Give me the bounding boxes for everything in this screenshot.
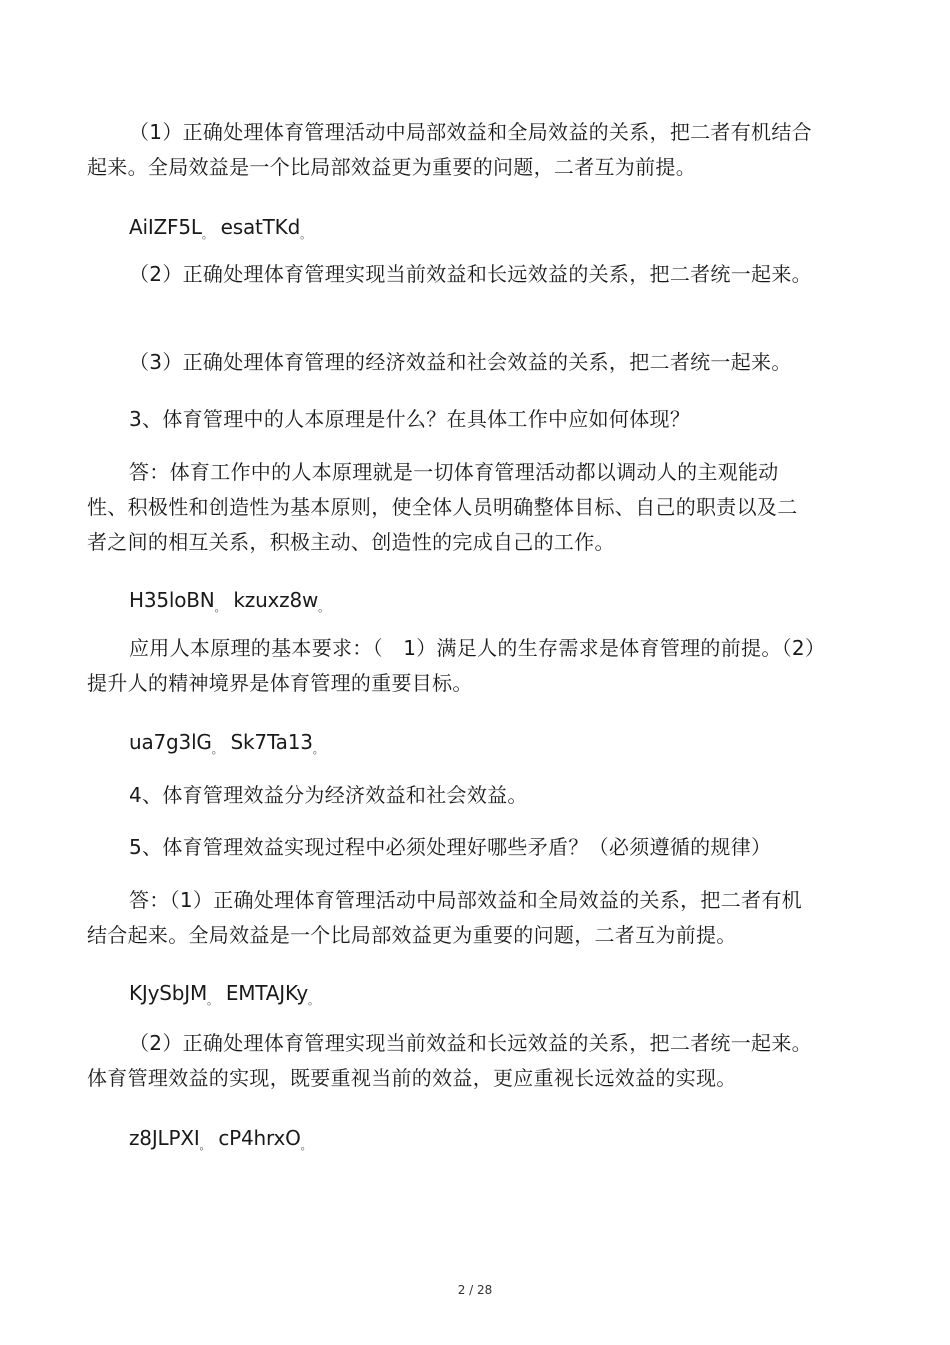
answer-3: 答：体育工作中的人本原理就是一切体育管理活动都以调动人的主观能动性、积极性和创造性为基本原则，使全体人员明确整体目标、自己的职责以及二者之间的相互关系，积极主动、创造性的完成自己的工作。: [87, 460, 798, 554]
code-line-3: [129, 725, 324, 767]
code-line-2: [129, 583, 329, 625]
code-part-a: z8JLPXI: [129, 1126, 200, 1150]
code-line-1: [129, 210, 311, 252]
paragraph-3: （3）正确处理体育管理的经济效益和社会效益的关系，把二者统一起来。: [129, 350, 792, 374]
code-part-b: Sk7Ta13: [230, 730, 313, 754]
question-5: 5、体育管理效益实现过程中必须处理好哪些矛盾？（必须遵循的规律）: [129, 835, 772, 859]
answer-5: 答：（1）正确处理体育管理活动中局部效益和全局效益的关系，把二者有机结合起来。全局效益是一个比局部效益更为重要的问题，二者互为前提。: [87, 888, 802, 947]
code-separator: 。: [201, 228, 213, 241]
page-current: 2: [457, 1283, 466, 1297]
code-end: 。: [308, 994, 319, 1007]
question-3: 3、体育管理中的人本原理是什么？在具体工作中应如何体现？: [129, 407, 691, 431]
paragraph-longterm: （2）正确处理体育管理实现当前效益和长远效益的关系，把二者统一起来。体育管理效益的实现，既要重视当前的效益，更应重视长远效益的实现。: [87, 1031, 812, 1090]
page-total: 28: [477, 1283, 493, 1297]
page-separator: /: [469, 1283, 474, 1297]
code-part-b: EMTAJKy: [225, 981, 309, 1005]
code-separator: 。: [207, 994, 218, 1007]
code-separator: 。: [199, 1139, 211, 1152]
code-separator: 。: [211, 743, 223, 756]
paragraph-1: （1）正确处理体育管理活动中局部效益和全局效益的关系，把二者有机结合起来。全局效益是一个比局部效益更为重要的问题，二者互为前提。: [87, 120, 812, 179]
paragraph-2: （2）正确处理体育管理实现当前效益和长远效益的关系，把二者统一起来。: [129, 262, 812, 286]
point-4: 4、体育管理效益分为经济效益和社会效益。: [129, 783, 528, 807]
code-part-a: AiIZF5L: [129, 215, 202, 239]
code-part-b: kzuxz8w: [233, 588, 319, 612]
code-end: 。: [312, 743, 324, 756]
paragraph-requirements: 应用人本原理的基本要求：（ 1）满足人的生存需求是体育管理的前提。（2）提升人的精神境界是体育管理的重要目标。: [87, 636, 816, 695]
code-part-b: cP4hrxO: [218, 1126, 301, 1150]
code-end: 。: [300, 228, 311, 241]
code-end: 。: [300, 1139, 312, 1152]
code-line-5: [129, 1121, 311, 1163]
code-part-a: H35loBN: [129, 588, 215, 612]
code-line-4: [129, 976, 319, 1018]
code-part-a: ua7g3lG: [129, 730, 212, 754]
code-end: 。: [318, 601, 329, 614]
code-separator: 。: [214, 601, 226, 614]
page-number-footer: [0, 1281, 950, 1299]
code-part-b: esatTKd: [220, 215, 301, 239]
code-part-a: KJySbJM: [129, 981, 207, 1005]
